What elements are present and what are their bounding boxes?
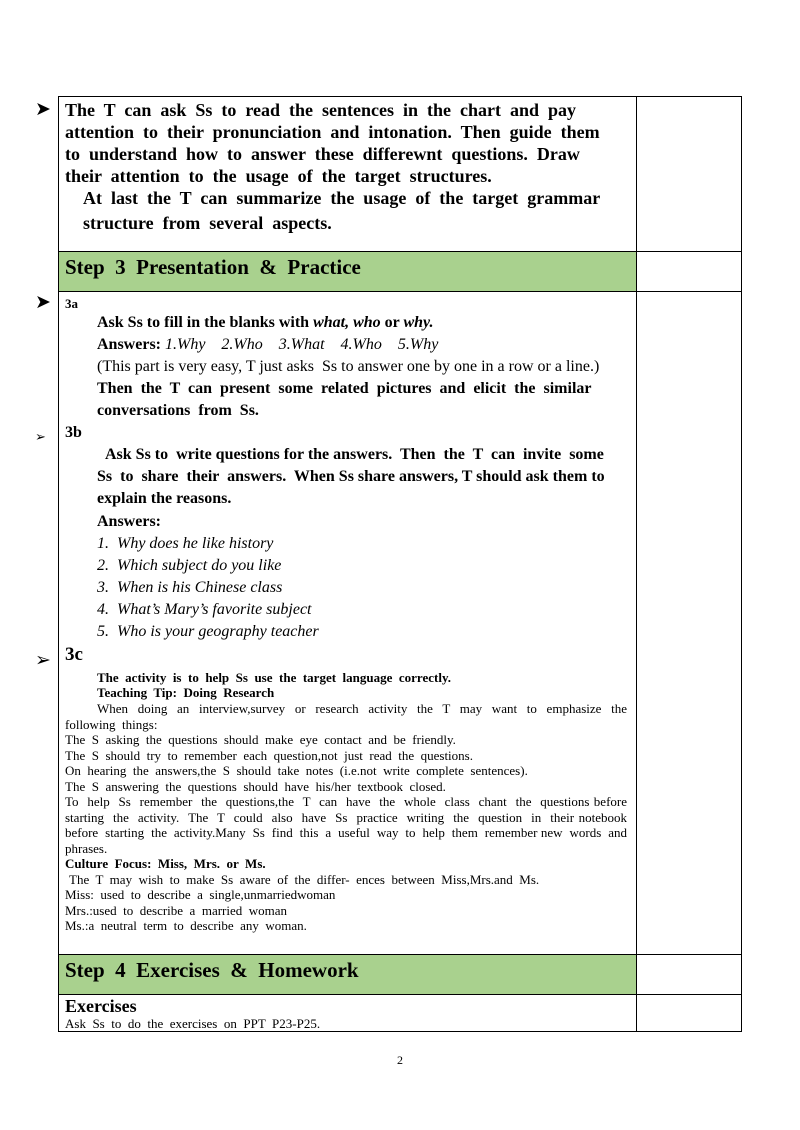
notes-cell bbox=[637, 292, 741, 954]
3b-answer: 5. Who is your geography teacher bbox=[97, 623, 319, 640]
3c-tip-item: The S answering the questions should have his/her textbook closed. bbox=[65, 778, 446, 794]
step3-title: Step 3 Presentation & Practice bbox=[65, 255, 361, 279]
intro-line: At last the T can summarize the usage of the target grammar bbox=[83, 188, 601, 208]
3c-culture-intro: The T may wish to make Ss aware of the differ- ences between Miss,Mrs.and Ms. bbox=[69, 871, 540, 887]
section-label-3a: 3a bbox=[65, 296, 78, 311]
3b-answer: 4. What’s Mary’s favorite subject bbox=[97, 601, 312, 618]
3c-aim: The activity is to help Ss use the target language correctly. bbox=[97, 670, 451, 685]
3b-answer: 1. Why does he like history bbox=[97, 535, 274, 552]
exercises-text: Ask Ss to do the exercises on PPT P23-P25. bbox=[65, 1016, 321, 1031]
3b-answer: 2. Which subject do you like bbox=[97, 557, 282, 574]
3b-answers-label: Answers: bbox=[97, 513, 161, 530]
step3-content-row bbox=[35, 291, 742, 955]
3c-tip-item: The S should try to remember each question,not just read the questions. bbox=[65, 747, 473, 763]
3a-line: Then the T can present some related pictures and elicit the similar bbox=[97, 380, 592, 397]
step3-header-row bbox=[58, 251, 742, 292]
section-label-3b: 3b bbox=[65, 424, 82, 441]
exercises-title: Exercises bbox=[65, 996, 137, 1016]
intro-line: their attention to the usage of the target structures. bbox=[65, 166, 492, 186]
3c-culture-title: Culture Focus: Miss, Mrs. or Ms. bbox=[65, 856, 266, 871]
exercises-row bbox=[58, 994, 742, 1032]
3b-answer: 3. When is his Chinese class bbox=[97, 579, 283, 596]
intro-line: structure from several aspects. bbox=[83, 213, 332, 233]
3a-instruction: Ask Ss to fill in the blanks with what, who or why. bbox=[97, 314, 434, 331]
notes-cell bbox=[637, 252, 741, 291]
3b-line: Ask Ss to write questions for the answers. Then the T can invite some bbox=[105, 446, 604, 463]
3c-tip-item: On hearing the answers,the S should take notes (i.e.not write complete sentences). bbox=[65, 763, 528, 778]
3c-tip-intro: When doing an interview,survey or research activity the T may want to emphasize the following things: bbox=[65, 701, 631, 732]
notes-cell bbox=[637, 995, 741, 1031]
step4-title: Step 4 Exercises & Homework bbox=[65, 958, 359, 982]
3c-tip-paragraph: To help Ss remember the questions,the T can have the whole class chant the questions before starting the activity. The T could also have Ss practice writing the question in their notebook before starting the activity.Many Ss find this a useful way to help them remember new words and phrases. bbox=[65, 794, 634, 856]
3c-definition: Miss: used to describe a single,unmarriedwoman bbox=[65, 887, 336, 902]
section-label-3c: 3c bbox=[65, 644, 83, 665]
step3-content-cell bbox=[59, 292, 637, 954]
page-number: 2 bbox=[397, 1053, 403, 1067]
intro-line: The T can ask Ss to read the sentences in the chart and pay bbox=[65, 100, 577, 120]
notes-cell bbox=[637, 97, 741, 251]
3a-answers: Answers: 1.Why 2.Who 3.What 4.Who 5.Why bbox=[97, 336, 439, 353]
3b-line: Ss to share their answers. When Ss share answers, T should ask them to bbox=[97, 468, 605, 485]
3c-tip-title: Teaching Tip: Doing Research bbox=[97, 685, 275, 700]
intro-line: to understand how to answer these differewnt questions. Draw bbox=[65, 144, 580, 164]
step4-header-cell bbox=[59, 955, 637, 994]
3a-line: conversations from Ss. bbox=[97, 402, 259, 419]
3b-line: explain the reasons. bbox=[97, 490, 232, 507]
notes-cell bbox=[637, 955, 741, 994]
step4-header-row bbox=[58, 954, 742, 995]
intro-line: attention to their pronunciation and intonation. Then guide them bbox=[65, 122, 600, 142]
exercises-cell bbox=[59, 995, 637, 1031]
arrowhead-bullet-icon: ➢ bbox=[35, 649, 51, 671]
3c-tip-item: The S asking the questions should make eye contact and be friendly. bbox=[65, 732, 456, 747]
lesson-plan-table bbox=[35, 96, 742, 1032]
arrowhead-bullet-icon: ➤ bbox=[35, 291, 51, 313]
arrowhead-bullet-icon: ➤ bbox=[35, 98, 51, 120]
intro-row bbox=[35, 96, 742, 252]
step3-header-cell bbox=[59, 252, 637, 291]
intro-cell bbox=[59, 97, 637, 251]
arrowhead-bullet-icon: ➢ bbox=[35, 430, 46, 445]
3c-definition: Mrs.:used to describe a married woman bbox=[65, 902, 288, 918]
3c-definition: Ms.:a neutral term to describe any woman. bbox=[65, 918, 307, 933]
3a-note: (This part is very easy, T just asks Ss to answer one by one in a row or a line.) bbox=[97, 358, 600, 375]
